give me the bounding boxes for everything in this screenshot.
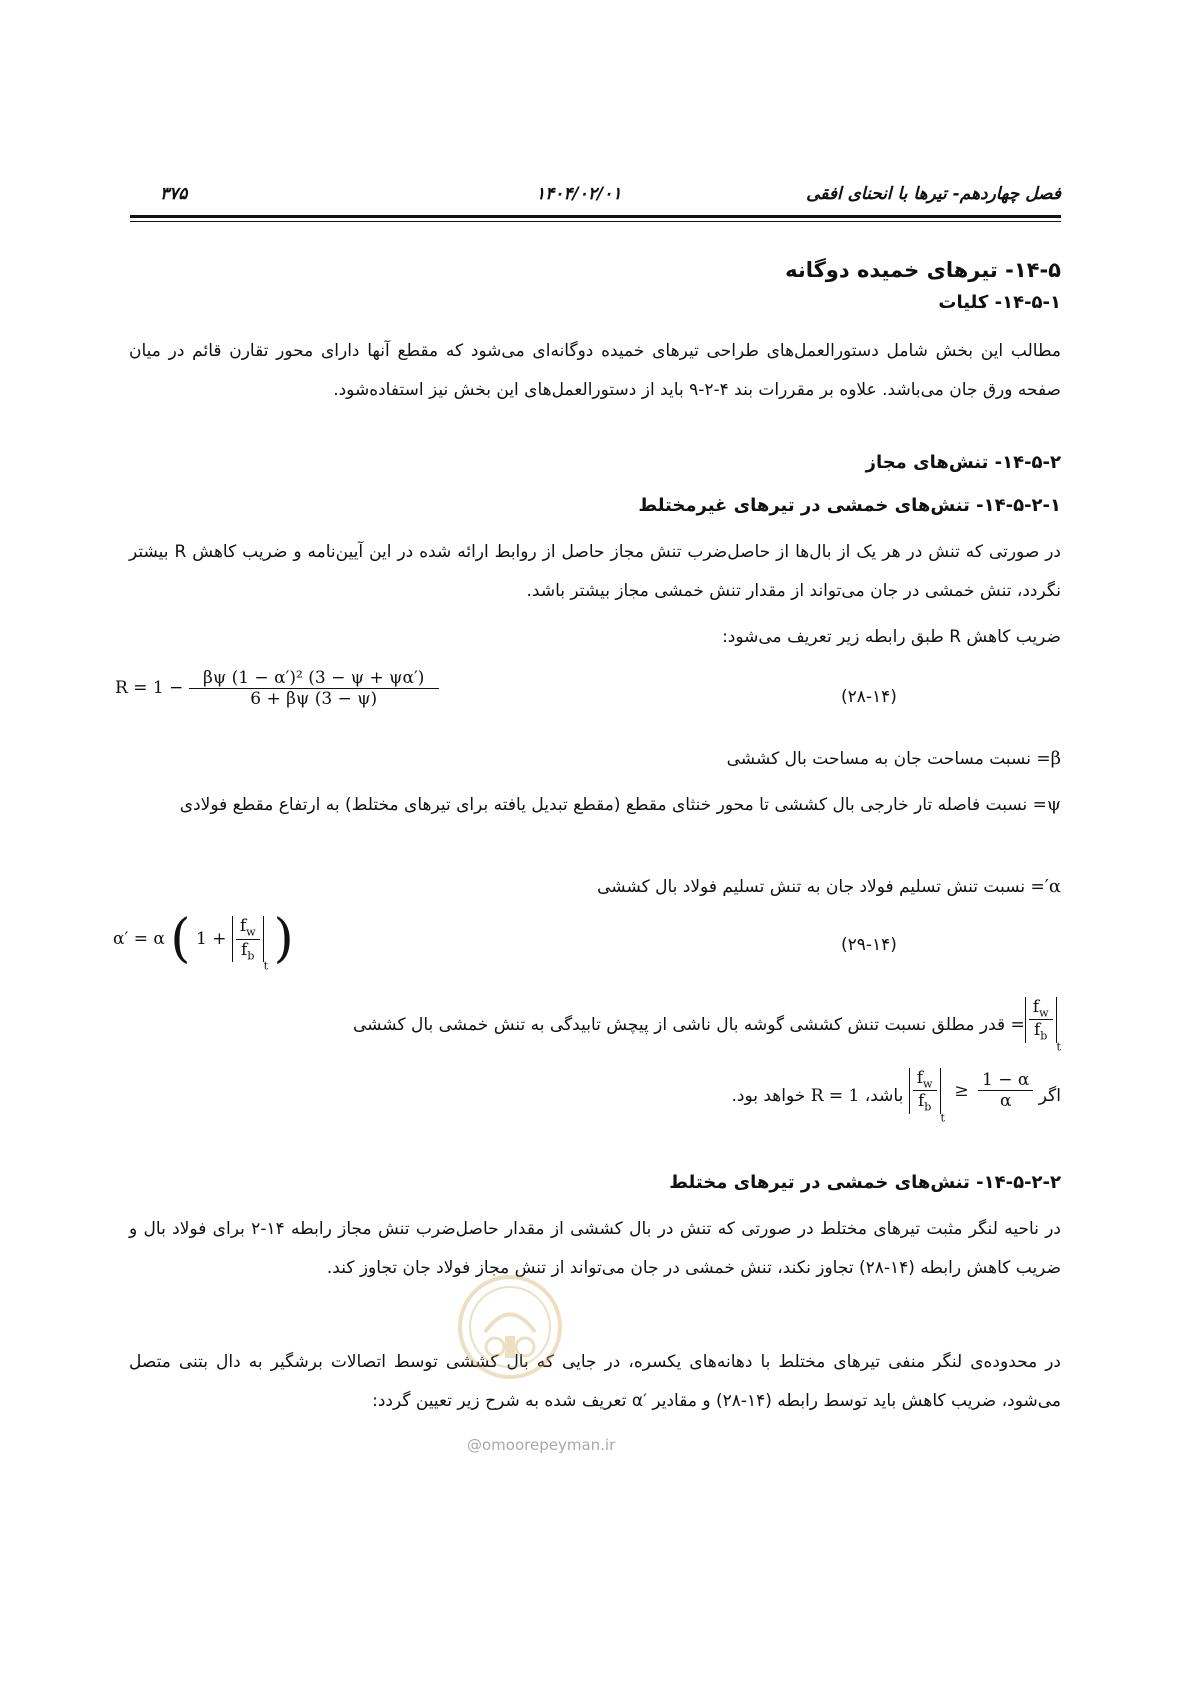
eq28-denominator: 6 + βψ (3 − ψ) xyxy=(189,688,439,709)
cond-inequality: $\frac{f_w}{f_b}$ $_t$ ≥ $\frac{1 - \alpha}{\alpha}$ xyxy=(909,1068,1034,1124)
cond-frac-den: α xyxy=(978,1090,1033,1111)
paragraph-noncomposite: در صورتی که تنش در هر یک از بال‌ها از حاصل‌ضرب تنش مجاز حاصل از روابط ارائه شده در این آیین‌نامه و ضریب کاهش R بیشتر نگردد، تنش خمشی در جان می‌تواند از مقدار تنش خمشی مجاز بیشتر باشد. xyxy=(129,542,1061,601)
abs-ratio-definition xyxy=(353,997,1061,1053)
psi-definition-text: = نسبت فاصله تار خارجی بال کششی تا محور خنثای مقطع (مقطع تبدیل یافته برای تیرهای مختلط) به ارتفاع مقطع فولادی xyxy=(179,795,1047,815)
condition-line xyxy=(731,1068,1061,1124)
paragraph-general: مطالب این بخش شامل دستورالعمل‌های طراحی تیرهای خمیده دوگانه‌ای می‌شود که مقطع آنها دارای محور تقارن قائم در میان صفحه ورق جان می‌باشد. علاوه بر مقررات بند ۴-۲-۹ باید از دستورالعمل‌های این بخش نیز استفاده‌شود. xyxy=(129,341,1061,400)
eq29-fb: f xyxy=(241,939,248,960)
r-definition-line: ضریب کاهش R طبق رابطه زیر تعریف می‌شود: xyxy=(722,627,1061,647)
eq29-fw: f xyxy=(239,916,247,937)
cond-end: خواهد بود. xyxy=(731,1086,806,1107)
abs-ratio-symbol: $\frac{f_w}{f_b}$ $_t$ xyxy=(1025,997,1061,1053)
section-title: ۱۴-۵- تیرهای خمیده دوگانه xyxy=(785,258,1061,282)
eq29-b: b xyxy=(247,948,255,962)
equation-28-number: (۲۸-۱۴) xyxy=(841,687,897,707)
eq28-numerator: βψ (1 − α′)² (3 − ψ + ψα′) xyxy=(203,668,425,688)
cond-then: باشد، xyxy=(864,1086,904,1107)
subsection-title-general: ۱۴-۵-۱- کلیات xyxy=(938,292,1061,313)
paragraph-composite-negative: در محدوده‌ی لنگر منفی تیرهای مختلط با دهانه‌های یکسره، در جایی که بال کششی توسط اتصالات برشگیر به دال بتنی متصل می‌شود، ضریب کاهش باید توسط رابطه (۱۴-۲۸) و مقادیر ′α تعریف شده به شرح زیر تعیین گردد: xyxy=(129,1352,1061,1411)
eq29-abs-ratio xyxy=(232,916,264,962)
running-header-chapter: فصل چهاردهم- تیرها با انحنای افقی xyxy=(806,184,1061,204)
header-rule-thick xyxy=(130,215,1061,218)
subsection-title-allowable-stresses: ۱۴-۵-۲- تنش‌های مجاز xyxy=(865,452,1061,473)
alpha-prime-definition-text: = نسبت تنش تسلیم فولاد جان به تنش تسلیم فولاد بال کششی xyxy=(597,877,1045,897)
subsection-title-noncomposite: ۱۴-۵-۲-۱- تنش‌های خمشی در تیرهای غیرمختلط xyxy=(638,495,1061,516)
alpha-prime-definition xyxy=(597,872,1061,902)
eq29-t: t xyxy=(263,959,269,973)
alpha-prime-symbol: α′ xyxy=(1044,876,1061,897)
eq29-w: w xyxy=(246,925,256,939)
abs-ratio-definition-text: = قدر مطلق نسبت تنش کششی گوشه بال ناشی از پیچش تابیدگی به تنش خمشی بال کششی xyxy=(352,1015,1025,1036)
eq29-close-paren: ) xyxy=(273,909,294,969)
running-header-date: ۱۴۰۴/۰۲/۰۱ xyxy=(536,184,622,204)
psi-definition xyxy=(129,784,1061,826)
paragraph-composite-positive: در ناحیه لنگر مثبت تیرهای مختلط در صورتی که تنش در بال کششی از مقدار حاصل‌ضرب تنش مجاز رابطه ۱۴-۲ برای فولاد بال و ضریب کاهش رابطه (۱۴-۲۸) تجاوز نکند، تنش خمشی در جان می‌تواند از تنش مجاز فولاد جان تجاوز کند. xyxy=(129,1219,1061,1278)
eq29-one-plus: 1 + xyxy=(195,929,227,949)
equation-28 xyxy=(115,668,439,709)
eq28-lhs: R = 1 − xyxy=(115,678,184,698)
psi-symbol: ψ xyxy=(1046,794,1061,815)
watermark-site-text: @omoorepeyman.ir xyxy=(467,1436,616,1454)
beta-definition xyxy=(727,744,1061,774)
eq29-ratio xyxy=(236,916,260,962)
cond-geq: ≥ xyxy=(954,1080,969,1101)
beta-symbol: β xyxy=(1050,748,1061,769)
eq29-lhs: α′ = α xyxy=(113,929,165,949)
equation-29 xyxy=(113,909,294,973)
page-number: ۳۷۵ xyxy=(160,184,188,204)
cond-frac-num: 1 − α xyxy=(982,1070,1030,1091)
equation-29-number: (۲۹-۱۴) xyxy=(841,935,897,955)
header-rule-thin xyxy=(130,221,1061,222)
subsection-title-composite: ۱۴-۵-۲-۲- تنش‌های خمشی در تیرهای مختلط xyxy=(669,1172,1061,1193)
beta-definition-text: = نسبت مساحت جان به مساحت بال کششی xyxy=(726,749,1051,769)
watermark-seal-logo xyxy=(455,1272,565,1382)
eq29-open-paren: ( xyxy=(170,909,191,969)
eq28-fraction xyxy=(189,668,439,709)
cond-r1: R = 1 xyxy=(810,1086,860,1107)
cond-if: اگر xyxy=(1038,1086,1061,1107)
